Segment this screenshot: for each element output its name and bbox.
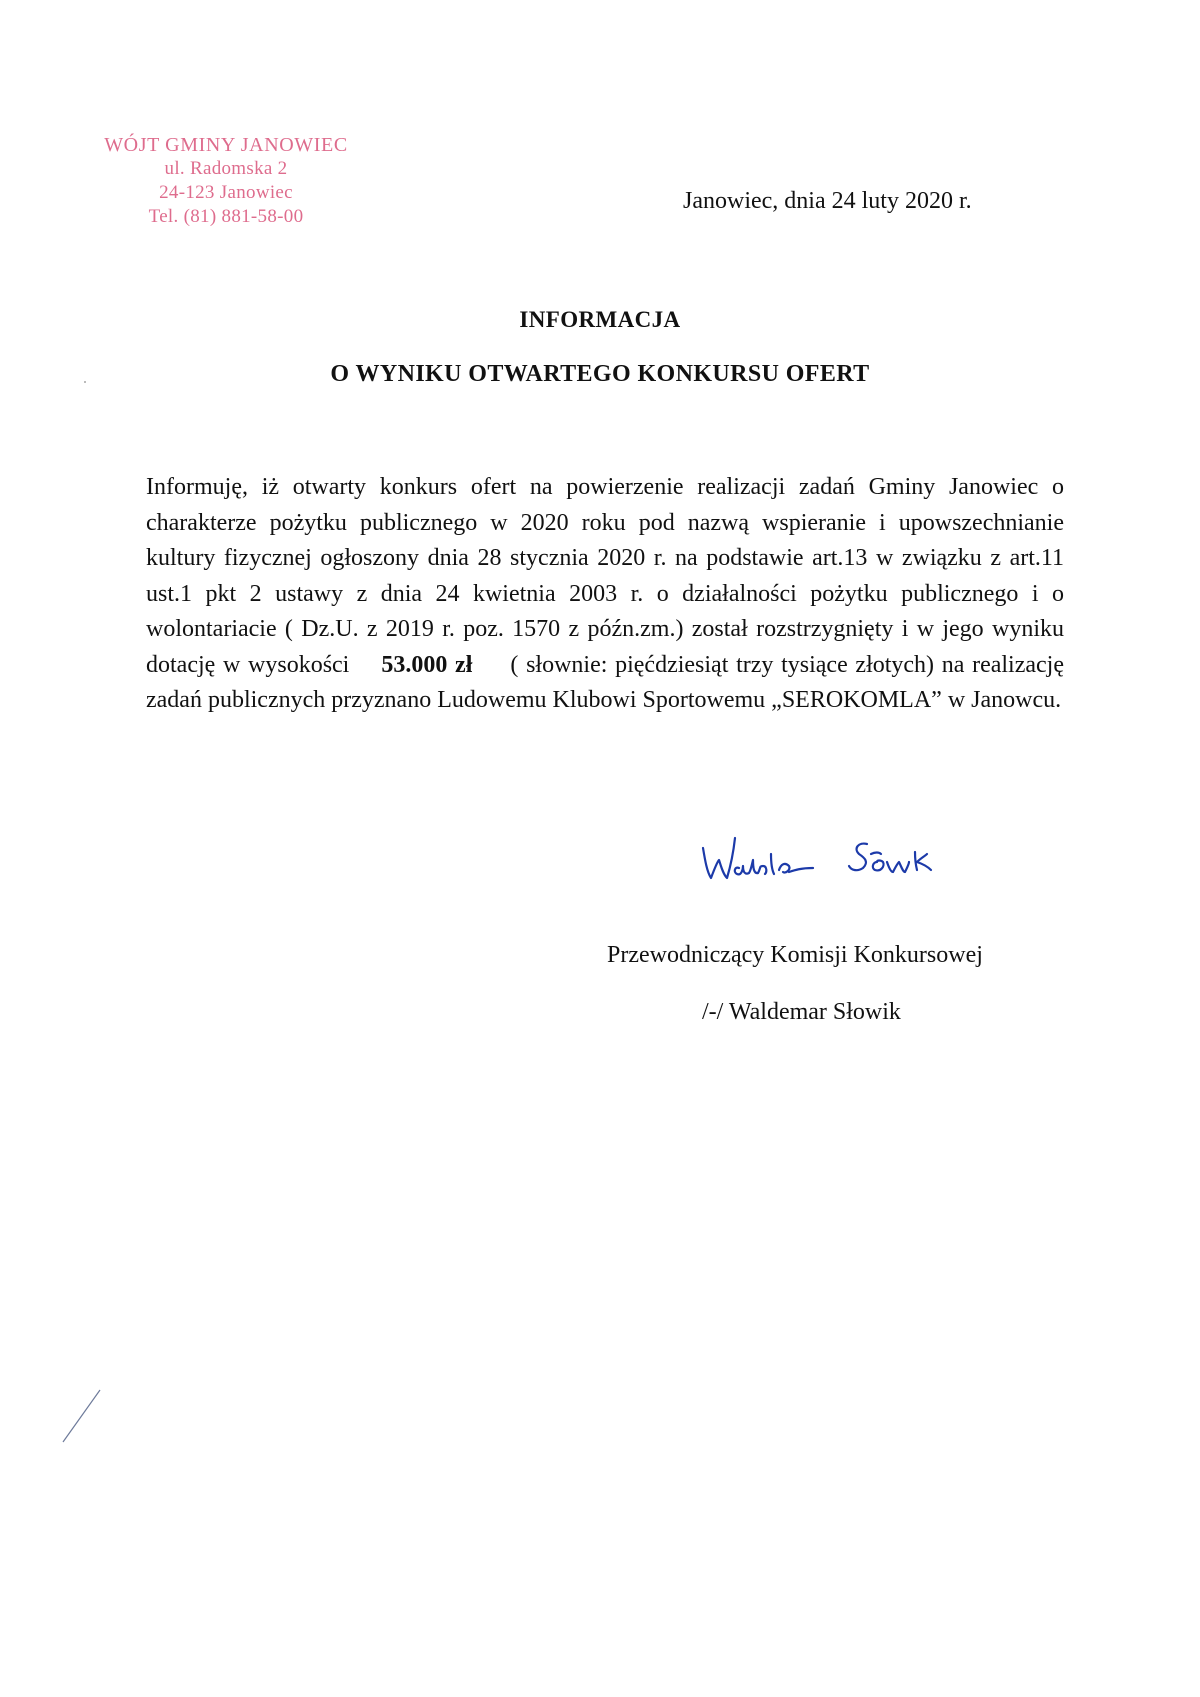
date-line: Janowiec, dnia 24 luty 2020 r. [683,188,972,214]
scan-speck [84,381,86,383]
stamp-street: ul. Radomska 2 [164,158,288,179]
stamp-office-name: WÓJT GMINY JANOWIEC [104,134,348,156]
scan-line-mark [60,1388,104,1444]
body-paragraph [146,470,1064,719]
body-text-after-amount: ( słownie: pięćdziesiąt trzy tysiące złotych) na realizację zadań publicznych przyznano Ludowemu Klubowi Sportowemu „SEROKOMLA” w Janowcu. [146,651,1065,713]
body-text-before-amount: Informuję, iż otwarty konkurs ofert na powierzenie realizacji zadań Gminy Janowiec o charakterze pożytku publicznego w 2020 roku pod nazwą wspieranie i upowszechnianie kultury fizycznej ogłoszony dnia 28 stycznia 2020 r. na podstawie art.13 w związku z art.11 ust.1 pkt 2 ustawy z dnia 24 kwietnia 2003 r. o działalności pożytku publicznego i o wolontariacie ( Dz.U. z 2019 r. poz. 1570 z późn.zm.) został rozstrzygnięty i w jego wyniku dotację w wysokości [146,474,1064,678]
signer-name: /-/ Waldemar Słowik [702,999,901,1025]
grant-amount: 53.000 zł [381,651,473,678]
signer-role: Przewodniczący Komisji Konkursowej [607,942,983,968]
stamp-postal-city: 24-123 Janowiec [159,182,293,203]
document-title: INFORMACJA [519,307,681,332]
handwritten-signature [695,832,955,888]
document-subtitle: O WYNIKU OTWARTEGO KONKURSU OFERT [330,361,870,387]
stamp-phone: Tel. (81) 881-58-00 [148,206,304,227]
office-stamp [86,133,366,229]
